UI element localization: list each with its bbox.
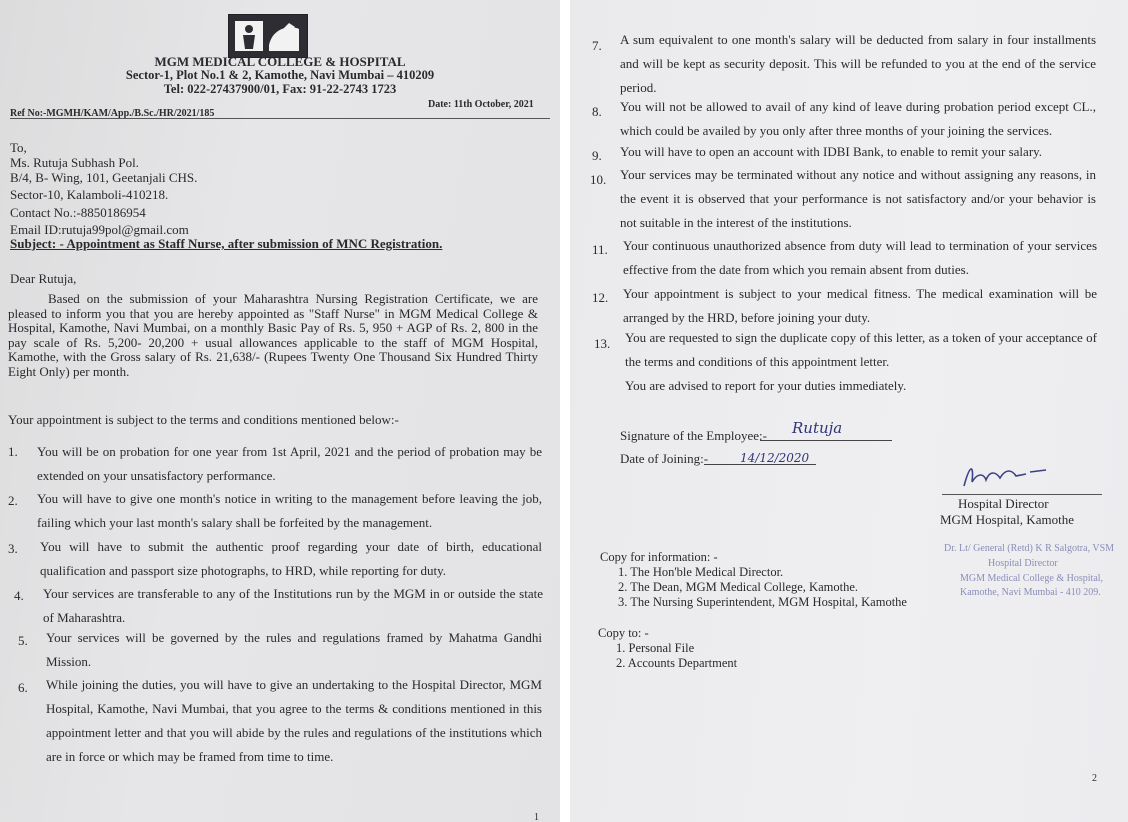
salutation: Dear Rutuja, — [10, 271, 77, 286]
director-title: Hospital Director — [958, 496, 1049, 511]
term-number: 9. — [592, 148, 602, 163]
recipient-line: Ms. Rutuja Subhash Pol. — [10, 155, 139, 170]
term-text: Your continuous unauthorized absence from duty will lead to termination of your services effective from the date from which you remain absent from duties. — [623, 238, 1097, 277]
employee-signature: Rutuja — [792, 419, 843, 437]
term-text: While joining the duties, you will have to give an undertaking to the Hospital Director, MGM Hospital, Kamothe, Navi Mumbai, that you agree to the terms & conditions mentioned in this appointment letter and that you will abide by the rules and regulations of the institutions which are in force or which may be framed from time to time. — [46, 677, 542, 764]
director-signature — [960, 458, 1050, 494]
copy-info-label: Copy for information: - — [600, 550, 718, 564]
term-text: A sum equivalent to one month's salary will be deducted from salary in four installments and will be kept as security deposit. This will be refunded to you at the end of the service period. — [620, 32, 1096, 95]
term-text: You will be on probation for one year from 1st April, 2021 and the period of probation may be extended on your unsatisfactory performance. — [37, 444, 542, 483]
letter-page-1 — [0, 0, 560, 822]
copy-info-item: 2. The Dean, MGM Medical College, Kamothe. — [618, 580, 858, 594]
copy-to-item: 1. Personal File — [616, 641, 695, 655]
reference-number: Ref No:-MGMH/KAM/App./B.Sc./HR/2021/185 — [10, 108, 215, 119]
term-number: 8. — [592, 104, 602, 119]
page-divider — [560, 0, 570, 822]
term-number: 3. — [8, 541, 18, 556]
term-number: 11. — [592, 242, 608, 257]
term-number: 7. — [592, 38, 602, 53]
copy-to-label: Copy to: - — [598, 626, 649, 640]
stamp-text: MGM Medical College & Hospital, — [960, 573, 1104, 584]
stamp-text: Hospital Director — [988, 558, 1058, 569]
recipient-line: B/4, B- Wing, 101, Geetanjali CHS. — [10, 170, 198, 185]
term-number: 12. — [592, 290, 609, 305]
recipient-line: To, — [10, 140, 27, 155]
term-text: Your services may be terminated without any notice and without assigning any reasons, in the event it is observed that your performance is not satisfactory and/or your behavior is not suitable in the interest of the institutions. — [620, 167, 1096, 230]
stamp-text: Dr. Lt/ General (Retd) K R Salgotra, VSM — [944, 543, 1115, 554]
joining-date: 14/12/2020 — [740, 451, 810, 465]
institution-name: MGM MEDICAL COLLEGE & HOSPITAL — [154, 54, 406, 69]
term-number: 4. — [14, 588, 24, 603]
term-text: Your services will be governed by the rules and regulations framed by Mahatma Gandhi Mission. — [46, 630, 542, 669]
signature-label: Signature of the Employee:- — [620, 428, 767, 443]
term-number: 2. — [8, 493, 18, 508]
director-organization: MGM Hospital, Kamothe — [940, 512, 1074, 527]
copy-info-item: 3. The Nursing Superintendent, MGM Hospital, Kamothe — [618, 595, 907, 609]
report-instruction: You are advised to report for your duties immediately. — [625, 378, 907, 393]
copy-to-item: 2. Accounts Department — [616, 656, 738, 670]
signature-line — [760, 440, 892, 441]
term-number: 6. — [18, 680, 28, 695]
institution-phone: Tel: 022-27437900/01, Fax: 91-22-2743 1723 — [163, 82, 397, 96]
appointment-paragraph: Based on the submission of your Maharashtra Nursing Registration Certificate, we are pleased to inform you that you are hereby appointed as "Staff Nurse" in MGM Medical College & Hospital, Kamothe, Navi Mumbai, on a monthly Basic Pay of Rs. 5, 950 + AGP of Rs. 2, 800 in the pay scale of Rs. 5,200- 20,200 + usual allowances applicable to the staff of MGM Hospital, Kamothe, with the Gross salary of Rs. 21,638/- (Rupees Twenty One Thousand Six Hundred Thirty Eight Only) per month. — [8, 291, 538, 379]
recipient-line: Contact No.:-8850186954 — [10, 205, 146, 220]
letter-page-2 — [570, 0, 1128, 822]
letter-subject: Subject: - Appointment as Staff Nurse, after submission of MNC Registration. — [10, 236, 443, 251]
term-number: 5. — [18, 633, 28, 648]
director-signature-line — [942, 494, 1102, 495]
recipient-line: Sector-10, Kalamboli-410218. — [10, 187, 169, 202]
term-number: 10. — [590, 172, 607, 187]
term-text: You will not be allowed to avail of any kind of leave during probation period except CL., which could be availed by you only after three months of your joining the services. — [620, 99, 1096, 138]
institution-address: Sector-1, Plot No.1 & 2, Kamothe, Navi Mumbai – 410209 — [125, 68, 435, 82]
page-number: 1 — [534, 812, 539, 822]
terms-intro: Your appointment is subject to the terms and conditions mentioned below:- — [8, 412, 399, 427]
joining-label: Date of Joining:- — [620, 451, 709, 466]
header-rule — [10, 118, 550, 119]
stamp-text: Kamothe, Navi Mumbai - 410 209. — [960, 587, 1101, 598]
term-number: 1. — [8, 444, 18, 459]
term-text: You are requested to sign the duplicate copy of this letter, as a token of your acceptance of the terms and conditions of this appointment letter. — [625, 330, 1097, 369]
term-text: You will have to open an account with IDBI Bank, to enable to remit your salary. — [620, 144, 1043, 159]
copy-info-item: 1. The Hon'ble Medical Director. — [618, 565, 784, 579]
mgm-logo — [228, 14, 308, 58]
recipient-line: Email ID:rutuja99pol@gmail.com — [10, 222, 189, 237]
letter-date: Date: 11th October, 2021 — [428, 99, 534, 110]
term-number: 13. — [594, 336, 611, 351]
page-number: 2 — [1092, 773, 1097, 784]
term-text: You will have to submit the authentic proof regarding your date of birth, educational qualification and passport size photographs, to HRD, while reporting for duty. — [40, 539, 542, 578]
term-text: You will have to give one month's notice in writing to the management before leaving the job, failing which your last month's salary shall be forfeited by the management. — [37, 491, 542, 530]
term-text: Your appointment is subject to your medical fitness. The medical examination will be arranged by the HRD, before joining your duty. — [623, 286, 1097, 325]
term-text: Your services are transferable to any of the Institutions run by the MGM in or outside the state of Maharashtra. — [43, 586, 543, 625]
